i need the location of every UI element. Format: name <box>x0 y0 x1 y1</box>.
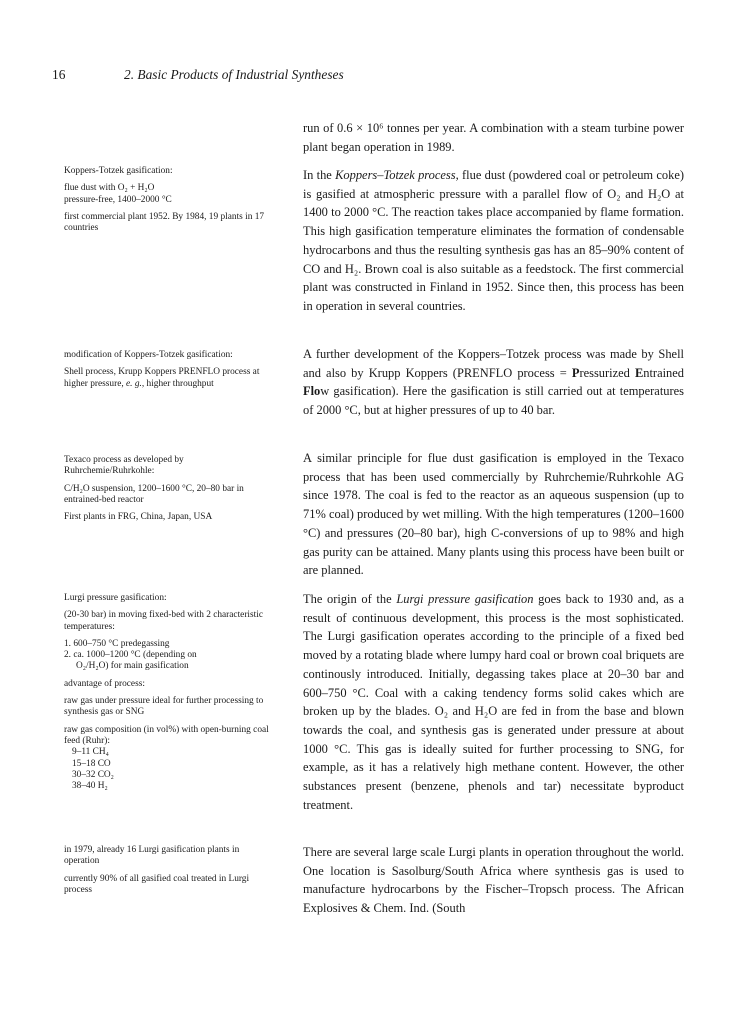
note-title: Koppers-Totzek gasification: <box>64 166 173 176</box>
gas-composition-co2: 30–32 CO₂ <box>72 769 114 780</box>
main-paragraph-lurgi-plants: There are several large scale Lurgi plants in operation throughout the world. One location is Sasolburg/South Africa where synthesis gas is used to manufacture hydrocarbons by the Fischer–Tropsch process. The African Explosives & Chem. Ind. (South <box>303 845 684 916</box>
main-paragraph-prenflo: A further development of the Koppers–Totzek process was made by Shell and also by Krupp Koppers (PRENFLO process = Pressurized Entrained Flow gasification). Here the gasification is still carried out at temperatures of 2000 °C, but at higher pressures of up to 40 bar. <box>303 347 684 418</box>
gas-composition-co: 15–18 CO <box>72 758 111 769</box>
note-title: Texaco process as developed by Ruhrchemie/Ruhrkohle: <box>64 455 184 477</box>
main-paragraph-lurgi: The origin of the Lurgi pressure gasification goes back to 1930 and, as a result of continuous development, this process is the most sophisticated. The Lurgi gasification operates according to the principle of a fixed bed moved by a rotating blade where lumpy hard coal or brown coal briquets are continously introduced. Initially, degassing takes place at 20–30 bar and 600–750 °C. Coal with a caking tendency forms solid cakes which are broken up by the blades. O₂ and H₂O are fed in from the base and blown towards the coal, and synthesis gas is generated under pressure at about 1000 °C. This gas is ideally suited for further processing to SNG, for example, as it has a relatively high methane content. However, the other substances present (benzene, phenols and tar) necessitate byproduct treatment. <box>303 592 684 812</box>
margin-note-koppers-totzek: Koppers-Totzek gasification: flue dust with O₂ + H₂O pressure-free, 1400–2000 °C first commercial plant 1952. By 1984, 19 plants in 17 countries <box>64 166 276 240</box>
main-paragraph-koppers-totzek: In the Koppers–Totzek process, flue dust (powdered coal or petroleum coke) is gasified at atmospheric pressure with a parallel flow of O₂ and H₂O at 1400 to 2000 °C. The reaction takes place accompanied by flame formation. This high gasification temperature eliminates the formation of condensable hydrocarbons and thus the resulting synthesis gas has an 85–90% content of CO and H₂. Brown coal is also suitable as a feedstock. The first commercial plant was constructed in Finland in 1952. Since then, this process has been in operation in several countries. <box>303 168 684 313</box>
note-title: modification of Koppers-Totzek gasification: <box>64 350 233 360</box>
main-paragraph-0: run of 0.6 × 10⁶ tonnes per year. A combination with a steam turbine power plant began operation in 1989. <box>303 121 684 154</box>
note-title: Lurgi pressure gasification: <box>64 593 167 603</box>
gas-composition-h2: 38–40 H₂ <box>72 781 108 792</box>
margin-note-lurgi: Lurgi pressure gasification: (20-30 bar) in moving fixed-bed with 2 characteristic temperatures: 1. 600–750 °C predegassing 2. ca. 1000–1200 °C (depending on O₂/H₂O) for main gasification advantage of process: raw gas under pressure ideal for further processing to synthesis gas or SNG raw gas composition (in vol%) with open-burning coal feed (Ruhr): 9–11 CH₄ 15–18 CO 30–32 CO₂ 38–40 H₂ <box>64 593 276 792</box>
margin-note-texaco: Texaco process as developed by Ruhrchemie/Ruhrkohle: C/H₂O suspension, 1200–1600 °C, 20–80 bar in entrained-bed reactor First plants in FRG, China, Japan, USA <box>64 455 276 529</box>
running-header <box>52 67 344 83</box>
page-number: 16 <box>52 67 66 82</box>
main-paragraph-texaco: A similar principle for flue dust gasification is employed in the Texaco process that has been used commercially by Ruhrchemie/Ruhrkohle AG since 1978. The coal is fed to the reactor as an aqueous suspension (up to 71% coal) produced by wet milling. With the high temperatures (1200–1600 °C) and pressures (20–80 bar), high C-conversions of up to 98% and high gas purity can be attained. Many plants using this process have been built or are planned. <box>303 451 684 578</box>
chapter-title: 2. Basic Products of Industrial Syntheses <box>124 67 344 82</box>
gas-composition-ch4: 9–11 CH₄ <box>72 747 109 758</box>
margin-note-modification: modification of Koppers-Totzek gasification: Shell process, Krupp Koppers PRENFLO process at higher pressure, e. g., higher throughput <box>64 350 276 396</box>
margin-note-lurgi-plants: in 1979, already 16 Lurgi gasification plants in operation currently 90% of all gasified coal treated in Lurgi process <box>64 845 250 895</box>
